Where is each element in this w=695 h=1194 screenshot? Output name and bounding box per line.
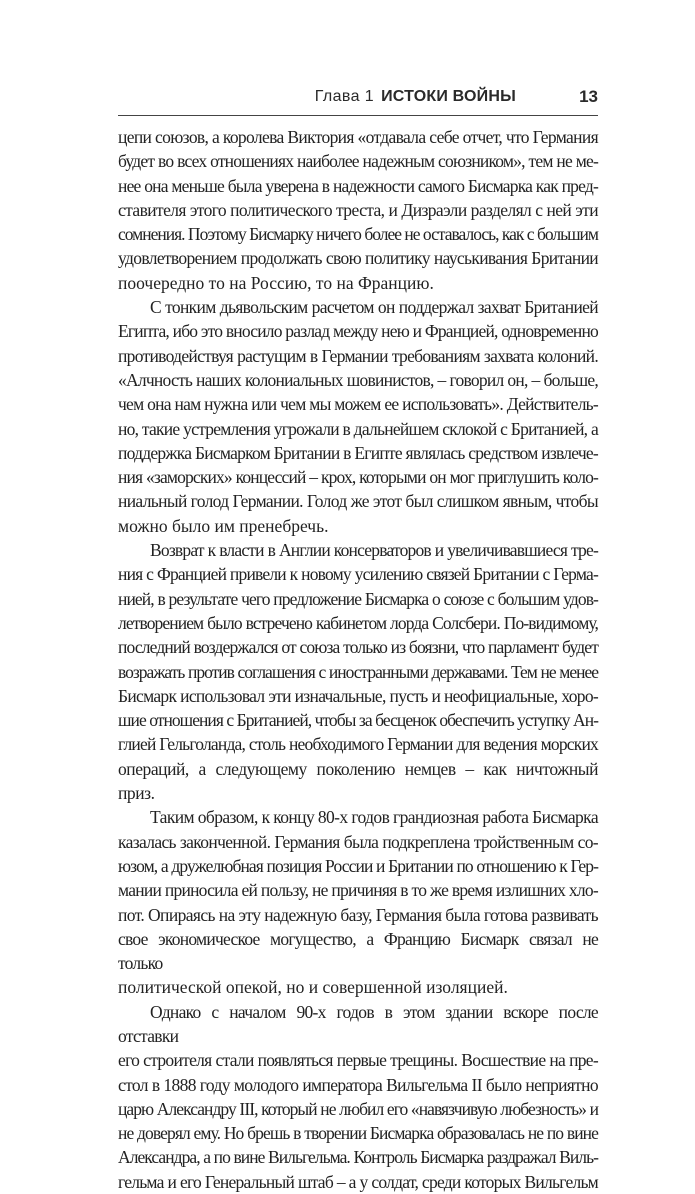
text-line: царю Александру III, который не любил его «навязчивую любезность» и <box>118 1098 598 1119</box>
text-line: Александра, а по вине Вильгельма. Контроль Бисмарка раздражал Виль- <box>118 1147 598 1168</box>
text-line: противодействуя растущим в Германии требованиям захвата колоний. <box>118 345 598 366</box>
paragraph-3 <box>118 538 598 805</box>
text-line: возражать против соглашения с иностранными державами. Тем не менее <box>118 661 598 682</box>
chapter-heading <box>315 88 516 106</box>
text-line: Египта, ибо это вносило разлад между нею и Францией, одновременно <box>118 321 598 342</box>
text-line: ниальный голод Германии. Голод же этот был слишком явным, чтобы <box>118 491 598 512</box>
text-line: глией Гельголанда, столь необходимого Германии для ведения морских <box>118 734 598 755</box>
text-line: его строителя стали появляться первые трещины. Восшествие на пре- <box>118 1050 598 1071</box>
text-line: но, такие устремления угрожали в дальнейшем склокой с Британией, а <box>118 418 598 439</box>
text-line: Таким образом, к концу 80-х годов грандиозная работа Бисмарка <box>150 807 598 828</box>
text-line: мании приносила ей пользу, не причиняя в то же время излишних хло- <box>118 880 598 901</box>
text-line: последний воздержался от союза только из боязни, что парламент будет <box>118 637 598 658</box>
text-line: цепи союзов, а королева Виктория «отдавала себе отчет, что Германия <box>118 127 598 147</box>
paragraph-4 <box>118 805 598 999</box>
text-line: летворением было встречено кабинетом лорда Солсбери. По-видимому, <box>118 612 598 633</box>
text-line: нией, в результате чего предложение Бисмарка о союзе с большим удов- <box>118 588 598 609</box>
text-line: чем она нам нужна или чем мы можем ее использовать». Действитель- <box>118 394 598 415</box>
text-line: ния «заморских» концессий – крох, которыми он мог приглушить коло- <box>118 467 598 488</box>
text-line: шие отношения с Британией, чтобы за бесценок обеспечить уступку Ан- <box>118 710 598 731</box>
text-line: не доверял ему. Но брешь в творении Бисмарка образовалась не по вине <box>118 1123 598 1144</box>
text-line: политической опекой, но и совершенной изоляцией. <box>118 977 508 998</box>
text-line: стол в 1888 году молодого императора Вильгельма II было неприятно <box>118 1074 598 1095</box>
header-rule <box>118 115 598 116</box>
text-line: можно было им пренебречь. <box>118 515 329 536</box>
text-line: гельма и его Генеральный штаб – а у солдат, среди которых Вильгельм <box>118 1171 598 1192</box>
text-line: пот. Опираясь на эту надежную базу, Германия была готова развивать <box>118 904 598 925</box>
text-line: ния с Францией привели к новому усилению связей Британии с Герма- <box>118 564 598 585</box>
text-line: поочередно то на Россию, то на Францию. <box>118 272 434 293</box>
paragraph-1 <box>118 125 598 295</box>
text-line: Возврат к власти в Англии консерваторов и увеличивавшиеся тре- <box>150 540 598 561</box>
text-line: казалась законченной. Германия была подкреплена тройственным со- <box>118 831 598 852</box>
text-line: Однако с началом 90-х годов в этом здании вскоре после отставки <box>118 1001 598 1046</box>
running-head <box>118 84 598 112</box>
chapter-title: ИСТОКИ ВОЙНЫ <box>381 88 516 105</box>
text-line: С тонким дьявольским расчетом он поддержал захват Британией <box>150 297 598 318</box>
text-line: операций, а следующему поколению немцев – как ничтожный приз. <box>118 758 598 804</box>
paragraph-5 <box>118 1000 598 1194</box>
text-line: будет во всех отношениях наиболее надежным союзником», тем не ме- <box>118 151 598 172</box>
chapter-label: Глава 1 <box>314 88 375 105</box>
text-line: свое экономическое могущество, а Францию Бисмарк связал не только <box>118 928 598 974</box>
text-line: Бисмарк использовал эти изначальные, пусть и неофициальные, хоро- <box>118 685 598 706</box>
text-line: удовлетворением продолжать свою политику науськивания Британии <box>118 248 598 269</box>
text-line: ставителя этого политического треста, и Дизраэли разделял с ней эти <box>118 199 598 220</box>
page-number: 13 <box>579 87 598 106</box>
paragraph-2 <box>118 295 598 538</box>
text-line: юзом, а дружелюбная позиция России и Британии по отношению к Гер- <box>118 855 598 876</box>
text-line: нее она меньше была уверена в надежности самого Бисмарка как пред- <box>118 175 598 196</box>
text-line: «Алчность наших колониальных шовинистов, – говорил он, – больше, <box>118 369 598 390</box>
text-line: поддержка Бисмарком Британии в Египте являлась средством извлече- <box>118 442 598 463</box>
text-line: сомнения. Поэтому Бисмарку ничего более не оставалось, как с большим <box>118 224 598 245</box>
body-text <box>118 125 598 1194</box>
